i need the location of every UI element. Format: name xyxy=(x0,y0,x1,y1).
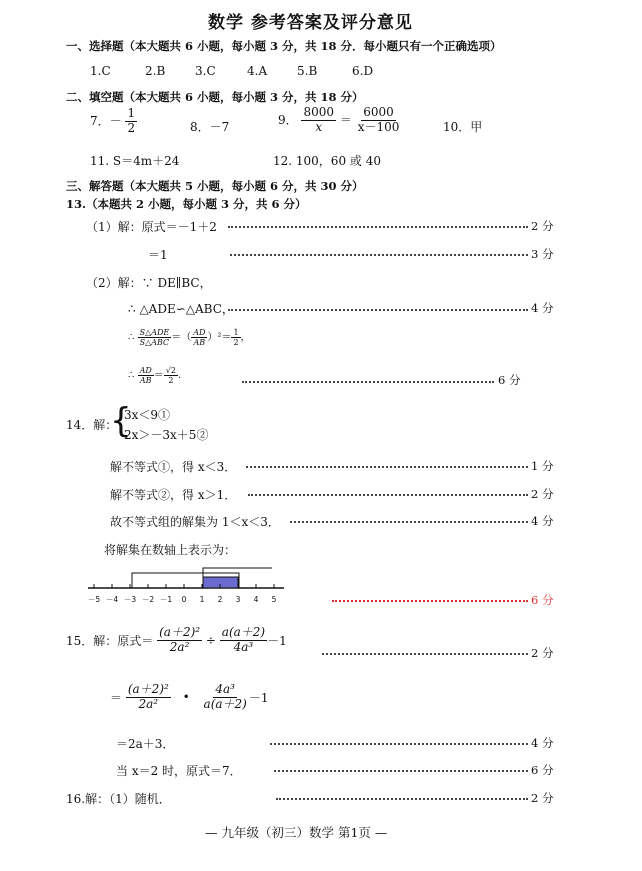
axis-label: －2 xyxy=(141,595,155,604)
side-ratio-fraction xyxy=(191,328,207,347)
dotted-leader-red xyxy=(332,600,528,602)
frac-num: 4a³ xyxy=(215,682,235,696)
section3-heading: 三、解答题（本大题共 5 小题，每小题 6 分，共 30 分） xyxy=(66,179,364,193)
answer-1: 1.C xyxy=(90,64,111,78)
ad-num: AD xyxy=(139,366,152,375)
q14-label: 14．解： xyxy=(66,418,118,432)
therefore-sign: ∴ xyxy=(128,370,135,382)
minus-one: －1 xyxy=(267,633,287,648)
score: 2 分 xyxy=(531,791,554,805)
q14-line2: 解不等式②，得 x＞1． xyxy=(110,488,237,502)
q15-frac1 xyxy=(157,626,202,655)
q9-den2: x－100 xyxy=(357,119,400,134)
frac-num: (a＋2)² xyxy=(159,625,201,639)
half-num: 1 xyxy=(233,328,239,337)
q7-sign: － xyxy=(109,113,122,128)
score: 3 分 xyxy=(531,247,554,261)
q13-heading: 13.（本题共 2 小题，每小题 3 分，共 6 分） xyxy=(66,197,307,211)
answer-12: 12. 100，60 或 40 xyxy=(273,154,381,168)
minus-one: －1 xyxy=(248,690,269,705)
axis-label: 3 xyxy=(235,595,241,604)
q14-ineq2: 2x＞－3x＋5② xyxy=(124,428,209,442)
sqrt2-num: √2 xyxy=(165,366,176,375)
eq-sign: ＝ xyxy=(110,690,123,705)
axis-label: 1 xyxy=(199,595,205,604)
section1-heading: 一、选择题（本大题共 6 小题，每小题 3 分，共 18 分．每小题只有一个正确选项） xyxy=(66,39,502,53)
half-fraction xyxy=(231,328,240,347)
q13-2-line2: ∴ △ADE∽△ABC， xyxy=(128,302,234,316)
q13-2-line4 xyxy=(128,366,188,385)
q9-label: 9． xyxy=(278,112,298,127)
ab-den: AB xyxy=(139,376,152,386)
side-ratio-tail: ）²＝ xyxy=(207,332,232,344)
dotted-leader xyxy=(270,743,528,745)
divide-sign: ÷ xyxy=(205,633,216,648)
line-end: ， xyxy=(240,332,251,344)
score: 2 分 xyxy=(531,646,554,660)
q9-fraction-1 xyxy=(301,106,336,135)
page-title: 数学 参考答案及评分意见 xyxy=(208,13,413,33)
score: 1 分 xyxy=(531,459,554,473)
q9-eq: ＝ xyxy=(339,112,352,127)
dotted-leader xyxy=(228,226,528,228)
q13-2-line3 xyxy=(128,328,251,347)
q9-den1: x xyxy=(315,119,323,134)
answer-7 xyxy=(90,107,137,136)
axis-label: －5 xyxy=(87,595,101,604)
area-ratio-num: S△ADE xyxy=(139,328,170,337)
answer-9 xyxy=(278,106,401,135)
dotted-leader xyxy=(276,798,528,800)
frac-den: 2a² xyxy=(138,696,159,711)
frac-den: a(a＋2) xyxy=(203,696,247,711)
score: 4 分 xyxy=(531,736,554,750)
half-den: 2 xyxy=(233,338,239,348)
side-ratio-den: AB xyxy=(193,338,206,348)
q9-num2: 6000 xyxy=(363,105,394,119)
q14-line3: 故不等式组的解集为 1＜x＜3． xyxy=(110,515,280,529)
axis-label: －4 xyxy=(105,595,119,604)
q13-1-line1: （1）解：原式＝－1＋2 xyxy=(86,220,217,234)
axis-label: 5 xyxy=(271,595,277,604)
axis-label: 2 xyxy=(217,595,223,604)
score: 6 分 xyxy=(531,763,554,777)
q7-den: 2 xyxy=(127,120,136,135)
axis-label: －1 xyxy=(159,595,173,604)
answer-11: 11. S＝4m＋24 xyxy=(90,154,180,168)
frac-num: (a＋2)² xyxy=(127,682,169,696)
q7-fraction xyxy=(125,107,137,136)
q15-frac2 xyxy=(220,626,267,655)
side-ratio-num: AD xyxy=(193,328,206,337)
q9-num1: 8000 xyxy=(303,105,335,119)
answer-5: 5.B xyxy=(297,64,318,78)
brace-symbol: { xyxy=(110,401,132,441)
frac-num: a(a＋2) xyxy=(221,625,266,639)
score: 4 分 xyxy=(531,514,554,528)
score: 2 分 xyxy=(531,487,554,501)
dotted-leader xyxy=(274,770,528,772)
score: 2 分 xyxy=(531,219,554,233)
answer-6: 6.D xyxy=(352,64,374,78)
eq-sign: ＝ xyxy=(153,370,164,382)
page-footer: — 九年级（初三）数学 第1页 — xyxy=(205,825,388,840)
q13-1-line2: ＝1 xyxy=(148,248,168,262)
area-ratio-eq: ＝（ xyxy=(171,332,192,344)
score: 6 分 xyxy=(498,373,521,387)
q15-line1 xyxy=(66,626,287,655)
therefore-sign: ∴ xyxy=(128,332,135,344)
answer-2: 2.B xyxy=(145,64,166,78)
dotted-leader xyxy=(248,494,528,496)
section2-heading: 二、填空题（本大题共 6 小题，每小题 3 分，共 18 分） xyxy=(66,90,364,104)
answer-8: 8．－7 xyxy=(190,120,230,134)
q15-line3: ＝2a＋3． xyxy=(116,737,175,751)
q15-line4: 当 x＝2 时，原式＝7． xyxy=(116,764,242,778)
dotted-leader xyxy=(246,466,528,468)
q15-frac3 xyxy=(126,683,171,712)
q16-line1: 16.解：（1）随机． xyxy=(66,792,171,806)
q7-label: 7． xyxy=(90,113,110,128)
number-line xyxy=(86,566,286,610)
sqrt2-fraction xyxy=(164,366,178,385)
sqrt2-den: 2 xyxy=(168,376,174,386)
ad-ab-fraction xyxy=(138,366,154,385)
area-ratio-den: S△ABC xyxy=(139,338,170,348)
line-end: ． xyxy=(177,370,188,382)
q7-num: 1 xyxy=(127,106,136,120)
q15-line2 xyxy=(110,683,269,712)
answer-10: 10．甲 xyxy=(443,120,483,134)
score: 6 分 xyxy=(531,593,554,607)
axis-label: －3 xyxy=(123,595,137,604)
q14-line4: 将解集在数轴上表示为： xyxy=(104,543,237,557)
axis-label: 0 xyxy=(181,595,187,604)
answer-4: 4.A xyxy=(247,64,268,78)
dotted-leader xyxy=(228,309,528,311)
q14-ineq1: 3x＜9① xyxy=(124,408,171,422)
dotted-leader xyxy=(290,521,528,523)
answer-3: 3.C xyxy=(195,64,216,78)
score: 4 分 xyxy=(531,301,554,315)
dotted-leader xyxy=(322,653,528,655)
q14-line1: 解不等式①，得 x＜3． xyxy=(110,460,237,474)
area-ratio-fraction xyxy=(138,328,172,347)
axis-label: 4 xyxy=(253,595,259,604)
q9-fraction-2 xyxy=(356,106,402,135)
frac-den: 4a³ xyxy=(233,639,254,654)
multiply-dot: • xyxy=(182,690,190,705)
dotted-leader xyxy=(230,254,528,256)
dotted-leader xyxy=(242,381,494,383)
q15-label: 15．解：原式＝ xyxy=(66,633,154,648)
q13-2-line1: （2）解：∵ DE∥BC， xyxy=(86,276,212,290)
q15-frac4 xyxy=(202,683,249,712)
frac-den: 2a² xyxy=(169,639,190,654)
